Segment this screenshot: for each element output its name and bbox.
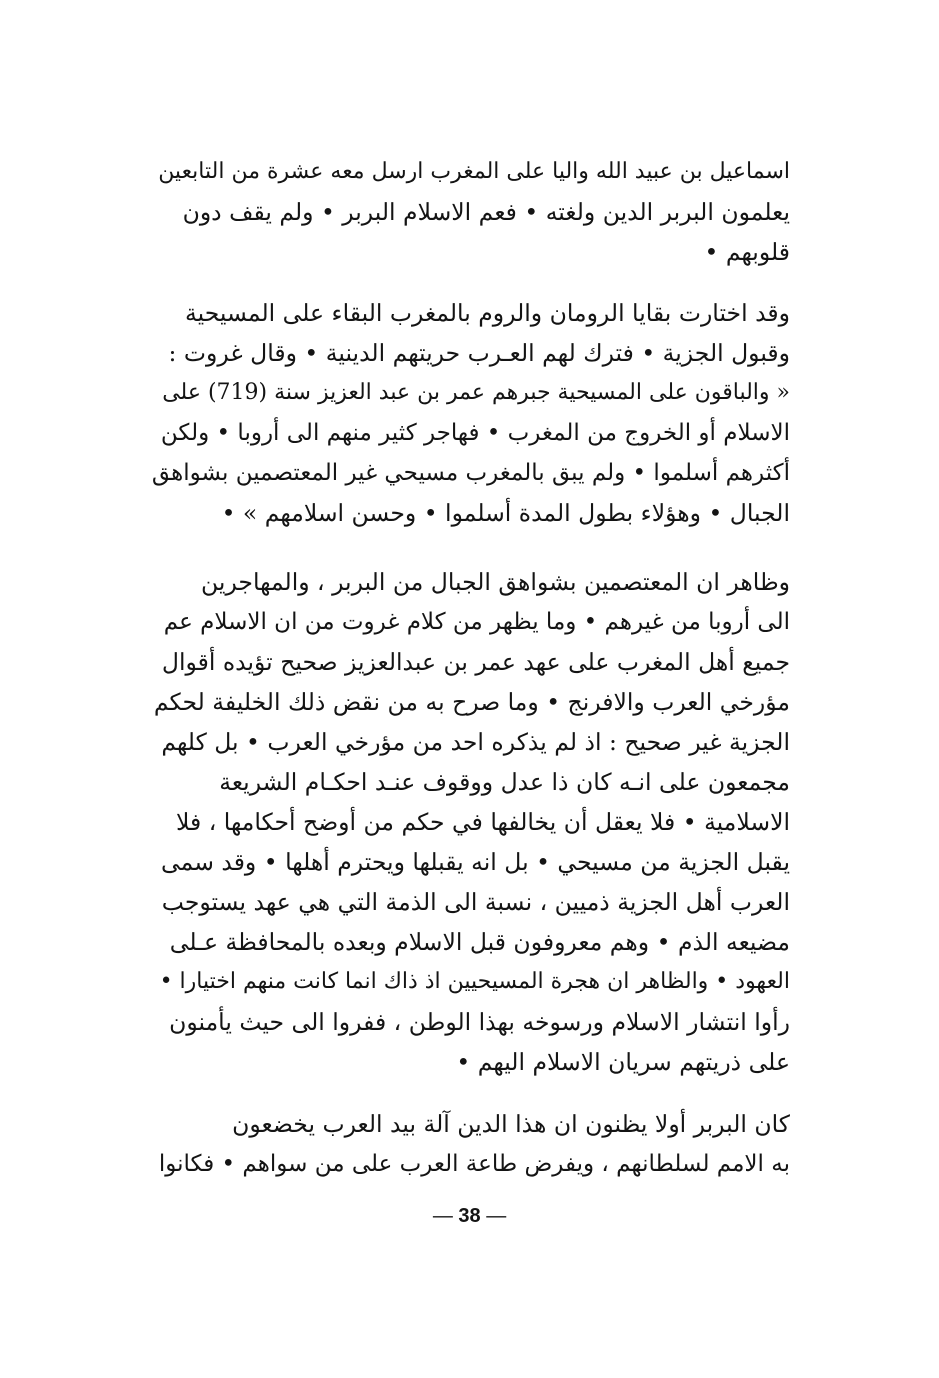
text-line: مضيعه الذم • وهم معروفون قبل الاسلام وبعده بالمحافظة عـلى — [169, 928, 790, 956]
text-line: الى أروبا من غيرهم • وما يظهر من كلام غروت من ان الاسلام عم — [163, 609, 790, 635]
text-line: وظاهر ان المعتصمين بشواهق الجبال من البربر ، والمهاجرين — [201, 568, 790, 596]
page-number-value: 38 — [458, 1205, 481, 1227]
page-number — [0, 1205, 939, 1228]
text-line: الجزية غير صحيح : اذ لم يذكره احد من مؤرخي العرب • بل كلهم — [161, 728, 790, 756]
text-line: الاسلام أو الخروج من المغرب • فهاجر كثير منهم الى أروبا • ولكن — [160, 420, 790, 446]
text-line: كان البربر أولا يظنون ان هذا الدين آلة بيد العرب يخضعون — [232, 1110, 790, 1138]
text-line: الاسلامية • فلا يعقل أن يخالفها في حكم من أوضح أحكامها ، فلا — [176, 808, 790, 836]
text-line: وقبول الجزية • فترك لهم العـرب حريتهم الدينية • وقال غروت : — [168, 339, 790, 367]
paragraph-4 — [152, 1104, 790, 1184]
text-line: به الامم لسلطانهم ، ويفرض طاعة العرب على من سواهم • فكانوا — [158, 1151, 790, 1177]
text-line: الجبال • وهؤلاء بطول المدة أسلموا • وحسن اسلامهم » • — [221, 499, 790, 527]
paragraph-1 — [152, 152, 790, 272]
text-line: رأوا انتشار الاسلام ورسوخه بهذا الوطن ، ففروا الى حيث يأمنون — [169, 1008, 790, 1036]
paragraph-2 — [152, 293, 790, 533]
text-line: العهود • والظاهر ان هجرة المسيحيين اذ ذاك انما كانت منهم اختيارا • — [159, 969, 790, 994]
paragraph-3 — [152, 562, 790, 1082]
text-line: اسماعيل بن عبيد الله واليا على المغرب ارسل معه عشرة من التابعين — [158, 159, 790, 184]
page-number-dash-right: — — [486, 1205, 507, 1227]
text-line: أكثرهم أسلموا • ولم يبق بالمغرب مسيحي غير المعتصمين بشواهق — [151, 460, 790, 486]
text-line: قلوبهم • — [704, 238, 790, 266]
text-line: مجمعون على انـه كان ذا عدل ووقوف عنـد احكـام الشريعة — [219, 768, 790, 796]
text-line: وقد اختارت بقايا الرومان والروم بالمغرب البقاء على المسيحية — [185, 299, 790, 327]
text-line: على ذريتهم سريان الاسلام اليهم • — [456, 1048, 790, 1076]
text-line: العرب أهل الجزية ذميين ، نسبة الى الذمة التي هي عهد يستوجب — [161, 888, 790, 916]
text-line: يقبل الجزية من مسيحي • بل انه يقبلها ويحترم أهلها • وقد سمى — [161, 848, 790, 876]
text-line: يعلمون البربر الدين ولغته • فعم الاسلام البربر • ولم يقف دون — [182, 198, 790, 226]
text-line: مؤرخي العرب والافرنج • وما صرح به من نقض ذلك الخليفة لحكم — [153, 688, 790, 716]
text-line: « والباقون على المسيحية جبرهم عمر بن عبد العزيز سنة (719) على — [162, 380, 790, 405]
text-line: جميع أهل المغرب على عهد عمر بن عبدالعزيز صحيح تؤيده أقوال — [161, 648, 790, 676]
page-number-dash-left: — — [432, 1205, 453, 1227]
